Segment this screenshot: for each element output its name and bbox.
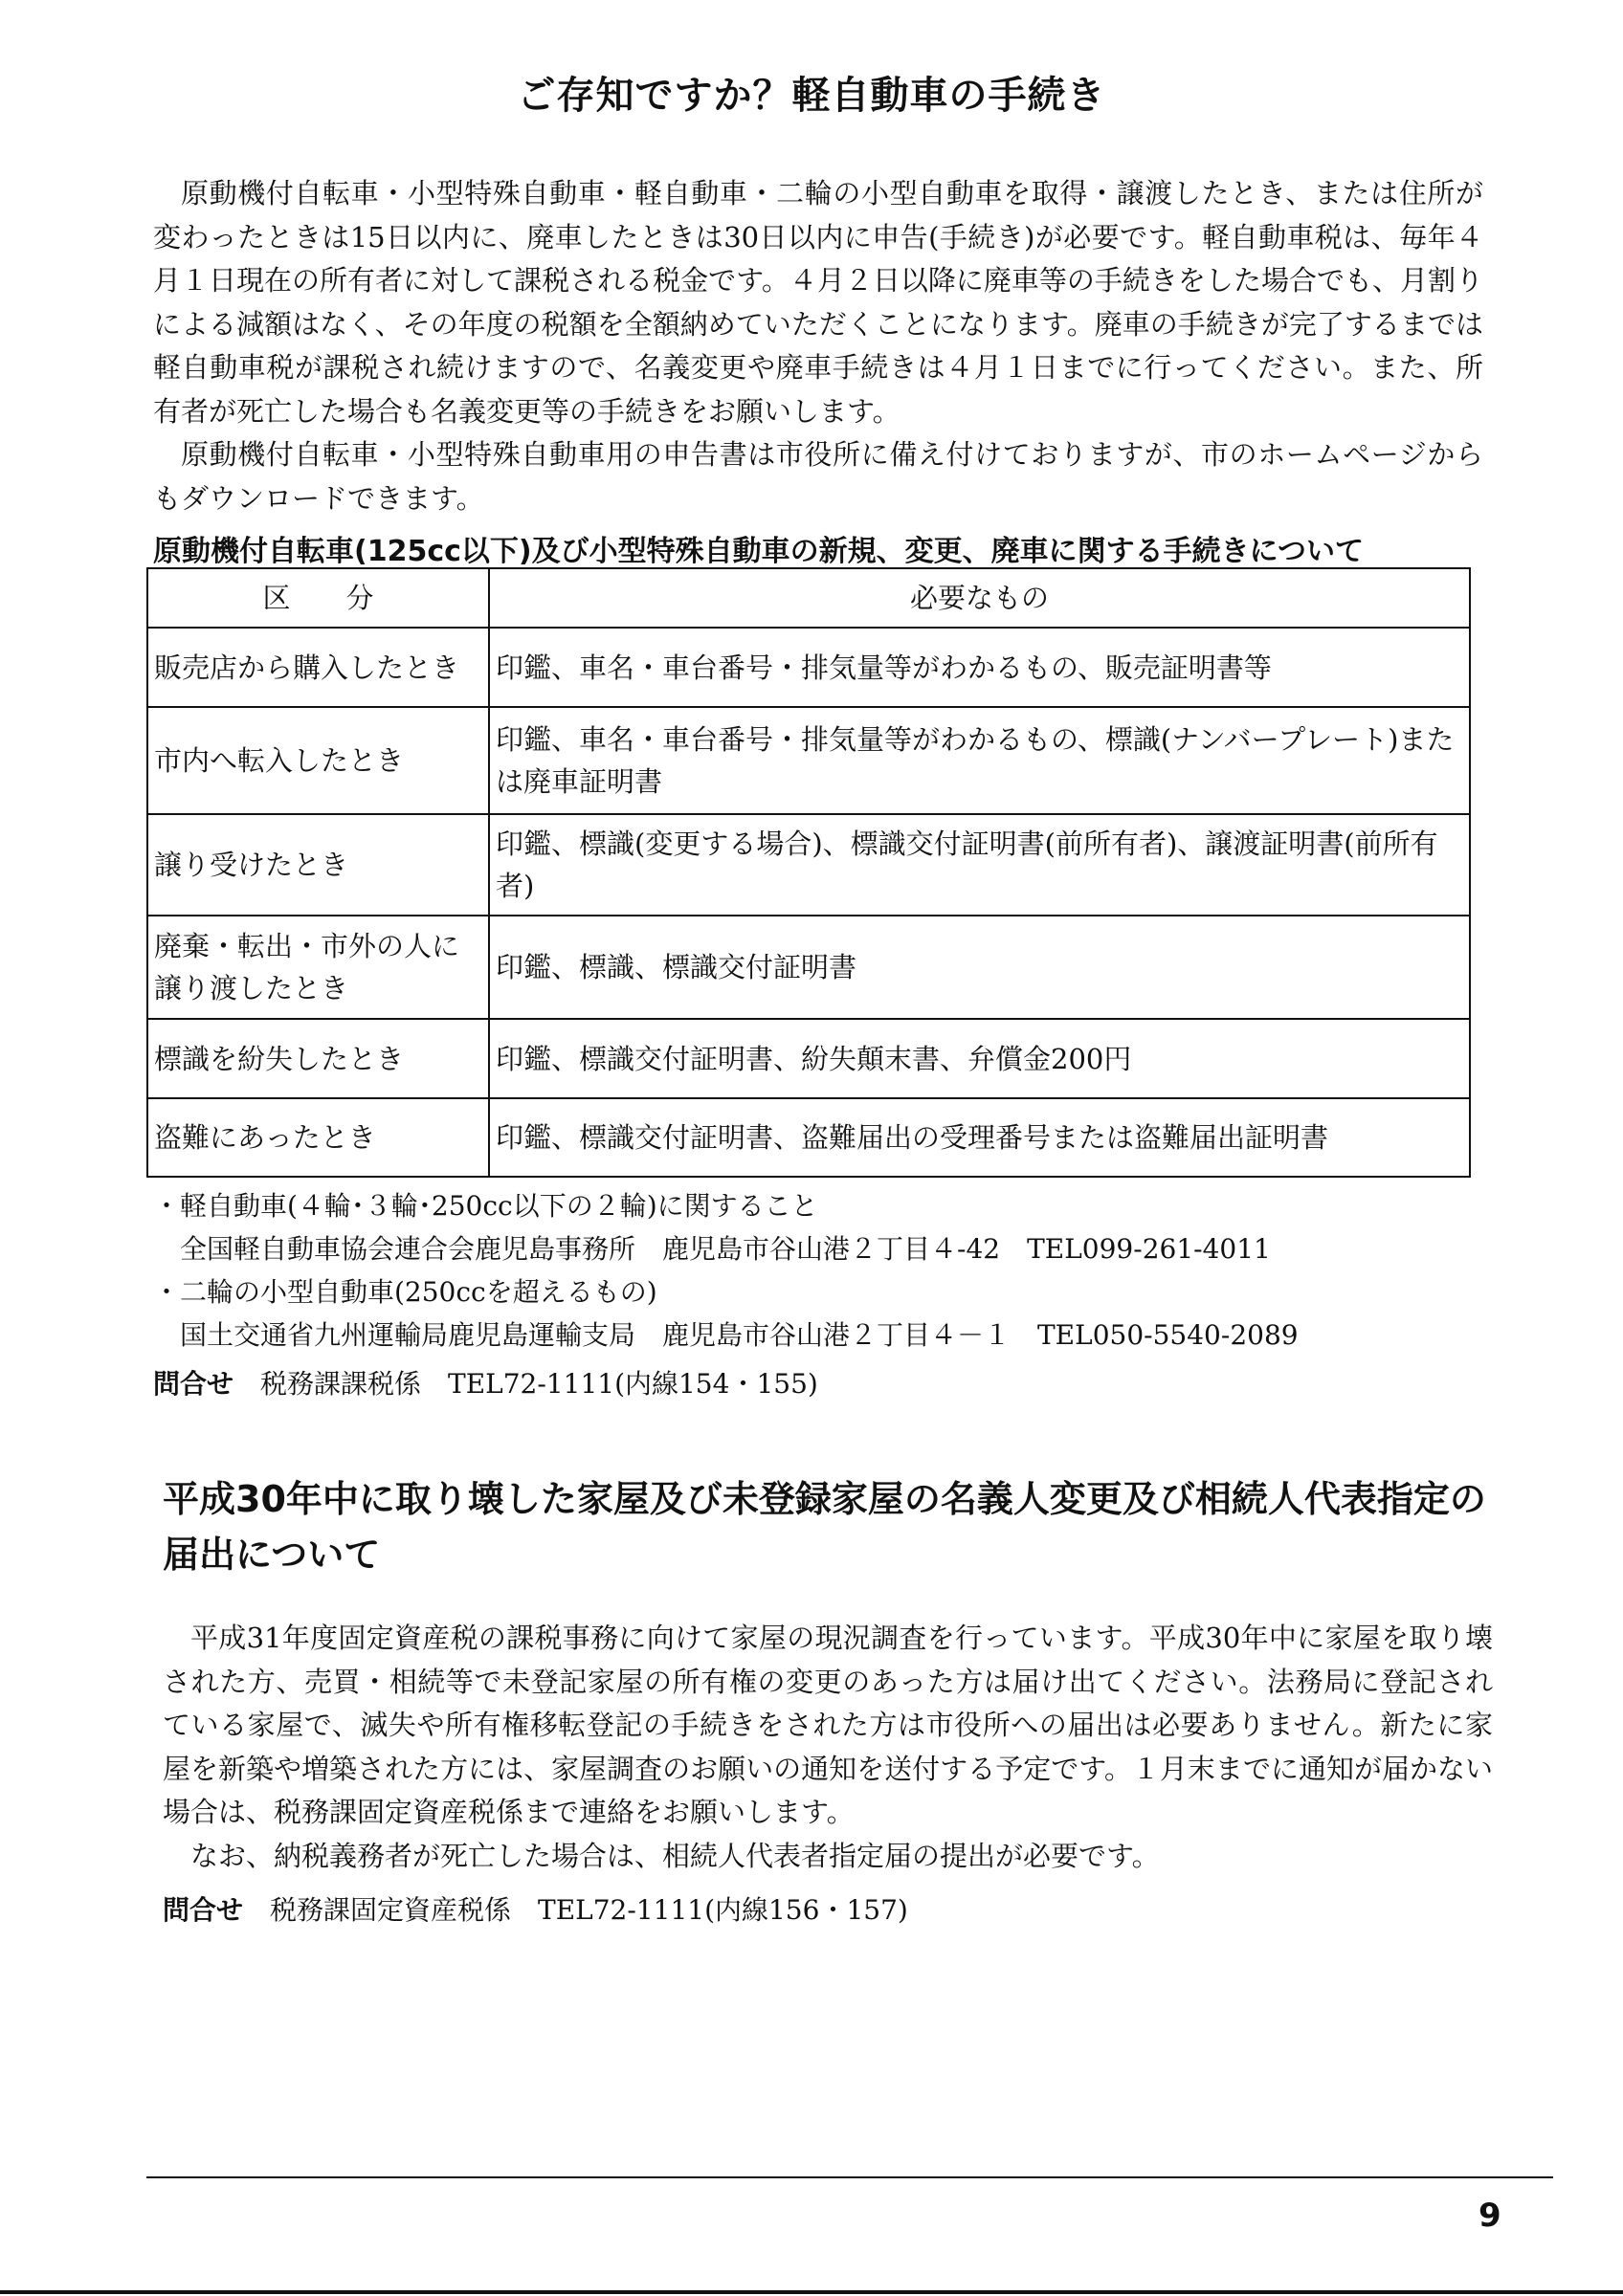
page-number: 9: [1478, 2197, 1501, 2235]
section1-paragraph-1: 原動機付自転車・小型特殊自動車・軽自動車・二輪の小型自動車を取得・譲渡したとき、または住所が変わったときは15日以内に、廃車したときは30日以内に申告(手続き)が必要です。軽自動車税は、毎年４月１日現在の所有者に対して課税される税金です。４月２日以降に廃車等の手続きをした場合でも、月割りによる減額はなく、その年度の税額を全額納めていただくことになります。廃車の手続きが完了するまでは軽自動車税が課税され続けますので、名義変更や廃車手続きは４月１日までに行ってください。また、所有者が死亡した場合も名義変更等の手続きをお願いします。: [153, 177, 1483, 428]
procedure-table: [146, 567, 1471, 1178]
table-cell-required: 印鑑、車名・車台番号・排気量等がわかるもの、標識(ナンバープレート)または廃車証明書: [489, 707, 1470, 814]
note-line: ・二輪の小型自動車(250ccを超えるもの): [153, 1276, 657, 1308]
table-header-category: 区 分: [147, 568, 489, 628]
section1-title: ご存知ですか？軽自動車の手続き: [517, 74, 1106, 118]
table-row: [147, 1019, 1470, 1098]
table-cell-required: 印鑑、標識交付証明書、紛失顛末書、弁償金200円: [489, 1019, 1470, 1098]
section1-body: [153, 172, 1483, 520]
footer-divider: [146, 2176, 1553, 2178]
section1-paragraph-2: 原動機付自転車・小型特殊自動車用の申告書は市役所に備え付けておりますが、市のホームページからもダウンロードできます。: [153, 438, 1483, 515]
table-cell-category: 標識を紛失したとき: [147, 1019, 489, 1098]
table-cell-category: 市内へ転入したとき: [147, 707, 489, 814]
table-cell-category: 販売店から購入したとき: [147, 628, 489, 707]
table-row: [147, 814, 1470, 916]
table-header-required: 必要なもの: [489, 568, 1470, 628]
section2-inquiry: [163, 1889, 908, 1928]
table-row: [147, 707, 1470, 814]
section2-title: 平成30年中に取り壊した家屋及び未登録家屋の名義人変更及び相続人代表指定の届出について: [163, 1478, 1486, 1576]
note-line: 全国軽自動車協会連合会鹿児島事務所 鹿児島市谷山港２丁目４-42 TEL099-261-4011: [153, 1233, 1271, 1265]
table-row: [147, 1098, 1470, 1177]
note-line: ・軽自動車(４輪･３輪･250cc以下の２輪)に関すること: [153, 1190, 818, 1222]
section2-body: [163, 1617, 1493, 1878]
inquiry-label: 問合せ: [153, 1368, 234, 1400]
table-cell-required: 印鑑、車名・車台番号・排気量等がわかるもの、販売証明書等: [489, 628, 1470, 707]
note-line: 国土交通省九州運輸局鹿児島運輸支局 鹿児島市谷山港２丁目４－１ TEL050-5540-2089: [153, 1319, 1299, 1351]
table-row: [147, 628, 1470, 707]
table-cell-category: 廃棄・転出・市外の人に譲り渡したとき: [147, 916, 489, 1019]
bottom-edge-line: [0, 2290, 1623, 2294]
table-cell-category: 譲り受けたとき: [147, 814, 489, 916]
table-cell-required: 印鑑、標識(変更する場合)、標識交付証明書(前所有者)、譲渡証明書(前所有者): [489, 814, 1470, 916]
table-header-row: [147, 568, 1470, 628]
inquiry-text: 税務課固定資産税係 TEL72-1111(内線156・157): [243, 1894, 908, 1926]
table-row: [147, 916, 1470, 1019]
table-title: 原動機付自転車(125cc以下)及び小型特殊自動車の新規、変更、廃車に関する手続きについて: [153, 535, 1365, 568]
table-cell-category: 盗難にあったとき: [147, 1098, 489, 1177]
section2-paragraph-1: 平成31年度固定資産税の課税事務に向けて家屋の現況調査を行っています。平成30年中に家屋を取り壊された方、売買・相続等で未登記家屋の所有権の変更のあった方は届け出てください。法務局に登記されている家屋で、滅失や所有権移転登記の手続きをされた方は市役所への届出は必要ありません。新たに家屋を新築や増築された方には、家屋調査のお願いの通知を送付する予定です。１月末までに通知が届かない場合は、税務課固定資産税係まで連絡をお願いします。: [163, 1622, 1493, 1828]
table-cell-required: 印鑑、標識交付証明書、盗難届出の受理番号または盗難届出証明書: [489, 1098, 1470, 1177]
section1-inquiry: [153, 1363, 818, 1402]
inquiry-text: 税務課課税係 TEL72-1111(内線154・155): [233, 1368, 818, 1400]
table-cell-required: 印鑑、標識、標識交付証明書: [489, 916, 1470, 1019]
contact-notes: [153, 1184, 1299, 1357]
inquiry-label: 問合せ: [163, 1894, 244, 1926]
section2-paragraph-2: なお、納税義務者が死亡した場合は、相続人代表者指定届の提出が必要です。: [190, 1839, 1160, 1872]
